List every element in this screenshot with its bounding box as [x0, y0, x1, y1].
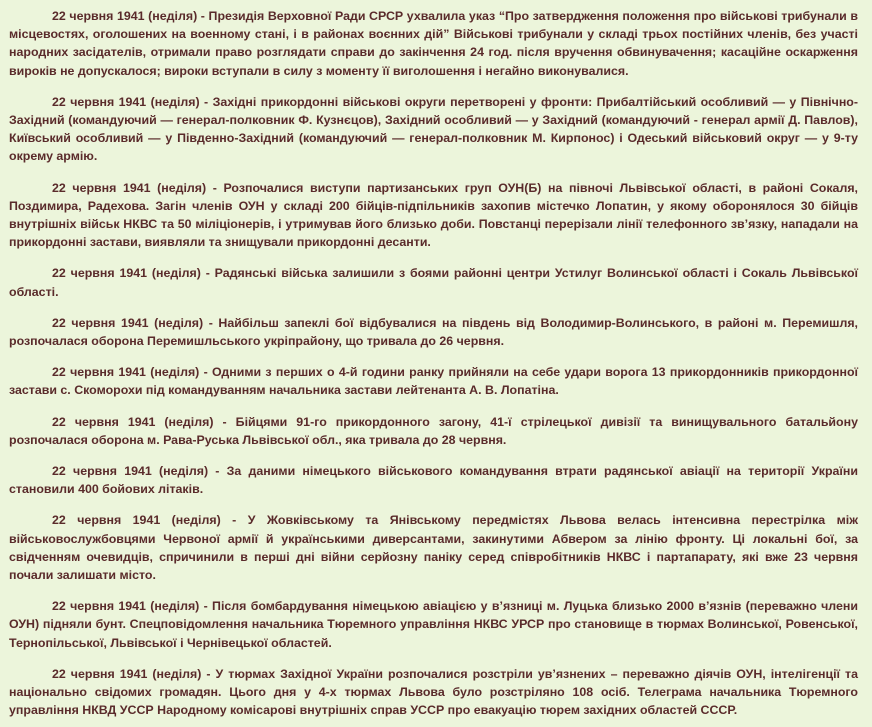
chronicle-entry-5: 22 червня 1941 (неділя) - Найбільш запеклі бої відбувалися на південь від Володимир-Волинського, в районі м. Перемишля, розпочалася оборона Перемишльського укріпрайону, що тривала до 26 червня.	[9, 315, 858, 349]
chronicle-entry-10: 22 червня 1941 (неділя) - Після бомбардування німецькою авіацією у в’язниці м. Луцька близько 2000 в’язнів (переважно члени ОУН) підняли бунт. Спецповідомлення начальника Тюремного управління НКВС УРСР про становище в тюрмах Волинської, Ровенської, Тернопільської, Львівської і Чернівецької областей.	[9, 599, 858, 650]
chronicle-entry-1: 22 червня 1941 (неділя) - Президія Верховної Ради СРСР ухвалила указ “Про затвердження положення про військові трибунали в місцевостях, оголошених на военному стані, і в районах воєнних дій” Військові трибунали у складі трьох постійних членів, без участі народних засідателів, отримали право розглядати справи до закінчення 24 год. після вручення обвинувачення; касаційне оскарження вироків не допускалося; вироки вступали в силу з моменту її виголошення і негайно виконувалися.	[9, 9, 858, 78]
chronicle-entry-6: 22 червня 1941 (неділя) - Одними з перших о 4-й години ранку прийняли на себе удари ворога 13 прикордонників прикордонної застави с. Скоморохи під командуванням начальника застави лейтенанта А. В. Лопатіна.	[9, 365, 858, 398]
chronicle-entry-9: 22 червня 1941 (неділя) - У Жовківському та Янівському передмістях Львова велась інтенсивна перестрілка між військовослужбовцями Червоної армії й українськими диверсантами, закинутими Абвером за лінію фронту. Ці локальні бої, за свідченням очевидців, спричинили в перші дні війни серйозну паніку серед співробітників НКВС і партапарату, які вже 23 червня почали залишати місто.	[9, 513, 858, 583]
chronicle-entry-2: 22 червня 1941 (неділя) - Західні прикордонні військові округи перетворені у фронти: Прибалтійський особливий — у Північно-Західний (командуючий — генерал-полковник Ф. Кузнєцов), Західний особливий — у Західний (командуючий - генерал армії Д. Павлов), Київський особливий — у Південно-Західний (командуючий — генерал-полковник М. Кирпонос) і Одеський військовий округ — у 9-ту окрему армію.	[9, 94, 858, 164]
chronicle-entry-3: 22 червня 1941 (неділя) - Розпочалися виступи партизанських груп ОУН(Б) на півночі Львівської області, в районі Сокаля, Поздимира, Радехова. Загін членів ОУН у складі 200 бійців-підпільників захопив містечко Лопатин, у якому оборонялося 30 бійців внутрішніх військ НКВС та 50 міліціонерів, і утримував його близько доби. Повстанці перерізали лінії телефонного зв’язку, нападали на прикордонні застави, виявляли та знищували прикордонні десанти.	[9, 180, 858, 250]
chronicle-entry-8: 22 червня 1941 (неділя) - За даними німецького військового командування втрати радянської авіації на території України становили 400 бойових літаків.	[9, 464, 858, 497]
chronicle-entry-11: 22 червня 1941 (неділя) - У тюрмах Західної України розпочалися розстріли ув’язнених – переважно діячів ОУН, інтелігенції та національно свідомих громадян. Цього дня у 4-х тюрмах Львова було розстріляно 108 осіб. Телеграма начальника Тюремного управління НКВД УССР Народному комісарові внутрішніх справ УССР про евакуацію тюрем західних областей СССР.	[9, 666, 858, 718]
chronicle-entry-7: 22 червня 1941 (неділя) - Бійцями 91-го прикордонного загону, 41-ї стрілецької дивізії та винищувального батальйону розпочалася оборона м. Рава-Руська Львівської обл., яка тривала до 28 червня.	[9, 414, 858, 447]
chronicle-entry-4: 22 червня 1941 (неділя) - Радянські війська залишили з боями районні центри Устилуг Волинської області і Сокаль Львівської області.	[9, 266, 858, 299]
